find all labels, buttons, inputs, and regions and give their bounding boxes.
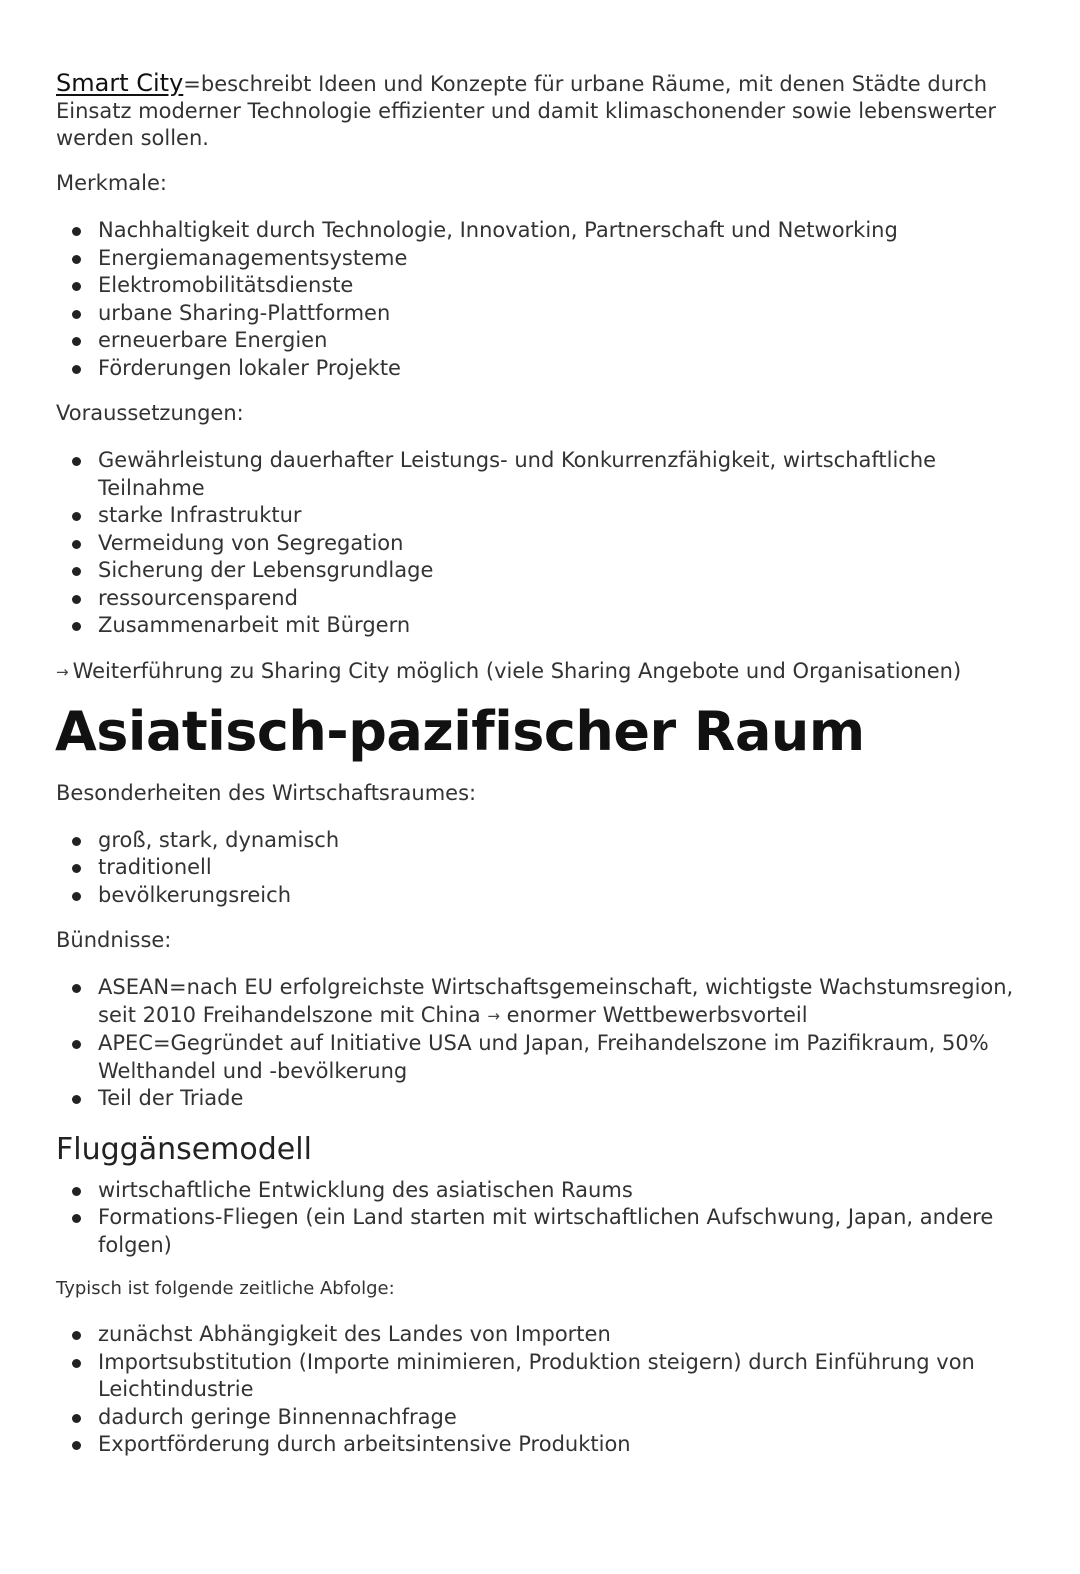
abfolge-list xyxy=(56,1321,1016,1459)
besonderheiten-label: Besonderheiten des Wirtschaftsraumes: xyxy=(56,780,477,805)
list-item-text: Energiemanagementsysteme xyxy=(98,245,408,270)
page-title: Asiatisch-pazifischer Raum xyxy=(55,699,865,763)
list-item-apec xyxy=(56,1030,1016,1085)
smart-city-definition xyxy=(56,70,1016,152)
triade-text: Teil der Triade xyxy=(98,1086,244,1110)
buendnisse-label: Bündnisse: xyxy=(56,928,172,952)
merkmale-label: Merkmale: xyxy=(56,171,167,195)
smart-city-term: Smart City xyxy=(56,69,184,97)
voraussetzungen-list xyxy=(56,447,1016,640)
bullet-icon xyxy=(72,227,81,236)
bullet-icon xyxy=(72,512,81,521)
bullet-icon xyxy=(72,892,81,901)
list-item xyxy=(56,882,1016,910)
bullet-icon xyxy=(72,1414,81,1423)
bullet-icon xyxy=(72,1331,81,1340)
list-item-triade xyxy=(56,1085,1016,1113)
list-item-text: Formations-Fliegen (ein Land starten mit wirtschaftlichen Aufschwung, Japan, andere folgen) xyxy=(98,1205,994,1257)
bullet-icon xyxy=(72,1095,81,1104)
bullet-icon xyxy=(72,1441,81,1450)
list-item xyxy=(56,355,1016,383)
list-item-text: Elektromobilitätsdienste xyxy=(98,273,354,297)
arrow-right-icon: → xyxy=(56,662,69,681)
list-item xyxy=(56,1177,1016,1205)
list-item-text: zunächst Abhängigkeit des Landes von Importen xyxy=(98,1322,611,1346)
bullet-icon xyxy=(72,837,81,846)
list-item xyxy=(56,585,1016,613)
list-item-text: starke Infrastruktur xyxy=(98,503,302,527)
bullet-icon xyxy=(72,567,81,576)
list-item xyxy=(56,447,1016,502)
buendnisse-list xyxy=(56,974,1016,1113)
list-item-text: Förderungen lokaler Projekte xyxy=(98,355,401,380)
list-item-text: Nachhaltigkeit durch Technologie, Innovation, Partnerschaft und Networking xyxy=(98,218,898,242)
bullet-icon xyxy=(72,1359,81,1368)
list-item-asean xyxy=(56,974,1016,1030)
arrow-right-icon: → xyxy=(487,1006,500,1025)
bullet-icon xyxy=(72,595,81,604)
bullet-icon xyxy=(72,1187,81,1196)
section-title-fluggaense: Fluggänsemodell xyxy=(56,1131,312,1167)
list-item xyxy=(56,530,1016,558)
list-item xyxy=(56,502,1016,530)
asean-text: ASEAN=nach EU erfolgreichste Wirtschaftsgemeinschaft, wichtigste Wachstumsregion, seit 2010 Freihandelszone mit China xyxy=(98,975,1014,1027)
list-item xyxy=(56,300,1016,328)
list-item xyxy=(56,1321,1016,1349)
bullet-icon xyxy=(72,540,81,549)
list-item xyxy=(56,1349,1016,1404)
list-item-text: wirtschaftliche Entwicklung des asiatischen Raums xyxy=(98,1177,633,1202)
bullet-icon xyxy=(72,864,81,873)
list-item xyxy=(56,245,1016,273)
bullet-icon xyxy=(72,1214,81,1223)
list-item xyxy=(56,272,1016,300)
bullet-icon xyxy=(72,457,81,466)
list-item xyxy=(56,612,1016,640)
bullet-icon xyxy=(72,337,81,346)
bullet-icon xyxy=(72,310,81,319)
apec-text: APEC=Gegründet auf Initiative USA und Japan, Freihandelszone im Pazifikraum, 50% Welthandel und -bevölkerung xyxy=(98,1031,989,1083)
besonderheiten-list xyxy=(56,827,1016,910)
asean-result-text: enormer Wettbewerbsvorteil xyxy=(506,1002,808,1027)
bullet-icon xyxy=(72,984,81,993)
merkmale-list xyxy=(56,217,1016,382)
fluggaense-list xyxy=(56,1177,1016,1260)
list-item xyxy=(56,327,1016,355)
list-item xyxy=(56,557,1016,585)
sharing-city-note xyxy=(56,658,1016,686)
list-item xyxy=(56,827,1016,855)
list-item-text: erneuerbare Energien xyxy=(98,328,328,352)
list-item-text: Importsubstitution (Importe minimieren, Produktion steigern) durch Einführung von Leichtindustrie xyxy=(98,1349,975,1401)
smart-city-definition-text: =beschreibt Ideen und Konzepte für urbane Räume, mit denen Städte durch Einsatz moderner Technologie effizienter und damit klimaschonender sowie lebenswerter werden sollen. xyxy=(56,72,997,150)
list-item xyxy=(56,217,1016,245)
list-item-text: Sicherung der Lebensgrundlage xyxy=(98,558,434,582)
bullet-icon xyxy=(72,622,81,631)
bullet-icon xyxy=(72,365,81,374)
abfolge-label: Typisch ist folgende zeitliche Abfolge: xyxy=(56,1278,395,1299)
list-item-text: bevölkerungsreich xyxy=(98,882,291,907)
bullet-icon xyxy=(72,255,81,264)
list-item-text: traditionell xyxy=(98,855,212,879)
list-item-text: Zusammenarbeit mit Bürgern xyxy=(98,613,411,637)
list-item-text: groß, stark, dynamisch xyxy=(98,827,340,852)
list-item xyxy=(56,1431,1016,1459)
list-item-text: Exportförderung durch arbeitsintensive Produktion xyxy=(98,1432,631,1456)
sharing-city-note-text: Weiterführung zu Sharing City möglich (viele Sharing Angebote und Organisationen) xyxy=(72,658,962,683)
list-item xyxy=(56,854,1016,882)
bullet-icon xyxy=(72,282,81,291)
list-item-text: urbane Sharing-Plattformen xyxy=(98,300,391,325)
list-item-text: dadurch geringe Binnennachfrage xyxy=(98,1404,457,1429)
list-item xyxy=(56,1204,1016,1259)
list-item xyxy=(56,1404,1016,1432)
voraussetzungen-label: Voraussetzungen: xyxy=(56,401,244,425)
bullet-icon xyxy=(72,1040,81,1049)
list-item-text: Gewährleistung dauerhafter Leistungs- und Konkurrenzfähigkeit, wirtschaftliche Teilnahme xyxy=(98,448,937,500)
document-page xyxy=(56,70,1016,1477)
list-item-text: Vermeidung von Segregation xyxy=(98,530,404,555)
list-item-text: ressourcensparend xyxy=(98,585,298,610)
